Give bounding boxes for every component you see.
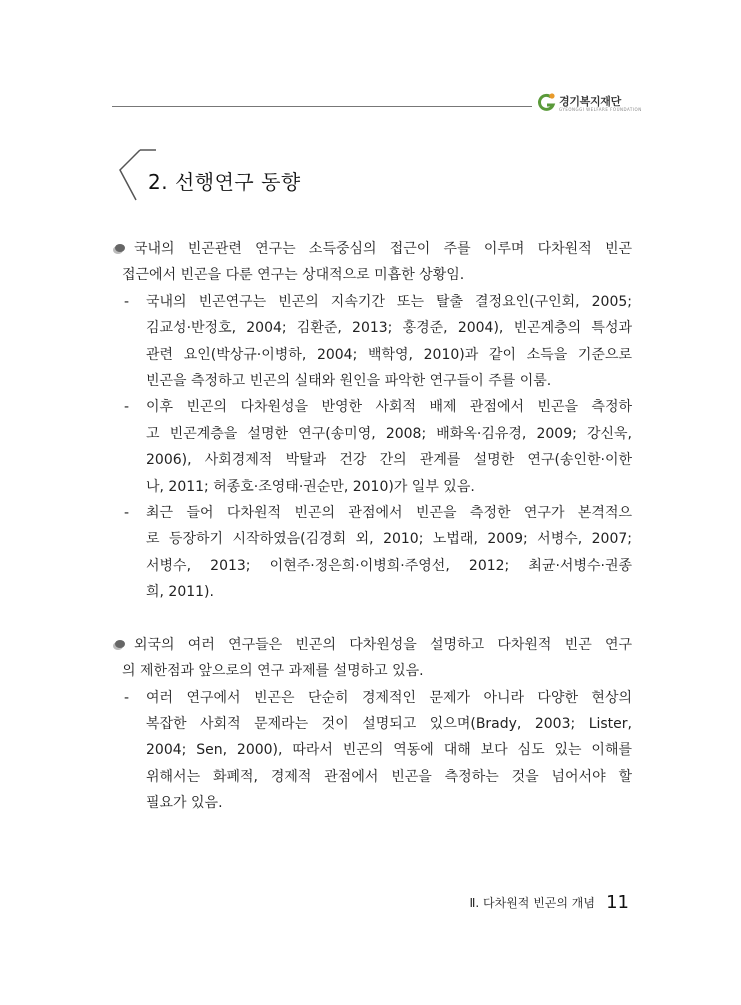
bullet-block (112, 632, 632, 817)
sub-item: - 국내의 빈곤연구는 빈곤의 지속기간 또는 탈출 결정요인(구인회, 2005; (112, 289, 632, 315)
bullet-continuation: 접근에서 빈곤을 다룬 연구는 상대적으로 미흡한 상황임. (122, 267, 465, 284)
chapter-label: Ⅱ. 다차원적 빈곤의 개념 (469, 896, 595, 910)
sub-item-continuation: 빈곤을 측정하고 빈곤의 실태와 원인을 파악한 연구들이 주를 이룸. (146, 373, 552, 390)
bullet-continuation: 의 제한점과 앞으로의 연구 과제를 설명하고 있음. (122, 663, 424, 680)
sub-item-continuation: 김교성·반정호, 2004; 김환준, 2013; 홍경준, 2004), 빈곤계층의 특성과 (146, 320, 632, 337)
bullet-text: 국내의 빈곤관련 연구는 소득중심의 접근이 주를 이루며 다차원적 빈곤 (134, 241, 632, 257)
sub-item-text: 이후 빈곤의 다차원성을 반영한 사회적 배제 관점에서 빈곤을 측정하 (146, 399, 632, 416)
bullet-icon (112, 243, 126, 255)
bullet-text: 외국의 여러 연구들은 빈곤의 다차원성을 설명하고 다차원적 빈곤 연구 (134, 636, 632, 653)
page-number: 11 (606, 892, 629, 913)
bullet-line (112, 632, 632, 658)
sub-item-continuation: 2004; Sen, 2000), 따라서 빈곤의 역동에 대해 보다 심도 있는 이해를 (146, 742, 632, 759)
section-title: 2. 선행연구 동향 (148, 170, 301, 194)
sub-item-continuation: 로 등장하기 시작하였음(김경회 외, 2010; 노법래, 2009; 서병수, 2007; (146, 531, 632, 548)
foundation-logo (537, 92, 642, 118)
bullet-block (112, 236, 632, 606)
sub-item-continuation: 관련 요인(박상규·이병하, 2004; 백학영, 2010)과 같이 소득을 기준으로 (146, 346, 632, 363)
sub-item-text: 국내의 빈곤연구는 빈곤의 지속기간 또는 탈출 결정요인(구인회, 2005; (146, 293, 632, 310)
section-heading (112, 146, 412, 206)
sub-item-text: 여러 연구에서 빈곤은 단순히 경제적인 문제가 아니라 다양한 현상의 (146, 689, 632, 706)
sub-item: - 최근 들어 다차원적 빈곤의 관점에서 빈곤을 측정한 연구가 본격적으 (112, 500, 632, 526)
bullet-icon (112, 639, 126, 651)
sub-item-continuation: 필요가 있음. (146, 795, 223, 812)
bullet-line (112, 236, 632, 262)
page-footer (470, 892, 630, 913)
sub-item-text: 최근 들어 다차원적 빈곤의 관점에서 빈곤을 측정한 연구가 본격적으 (146, 505, 632, 522)
sub-item-continuation: 서병수, 2013; 이현주·정은희·이병희·주영선, 2012; 최균·서병수·권종 (146, 557, 632, 574)
header-rule (112, 106, 532, 107)
logo-subtext: GYEONGGI WELFARE FOUNDATION (559, 107, 642, 112)
sub-item-continuation: 고 빈곤계층을 설명한 연구(송미영, 2008; 배화옥·김유경, 2009; 강신욱, (146, 425, 632, 442)
sub-item-continuation: 위해서는 화폐적, 경제적 관점에서 빈곤을 측정하는 것을 넘어서야 할 (146, 768, 632, 785)
sub-item: - 여러 연구에서 빈곤은 단순히 경제적인 문제가 아니라 다양한 현상의 (112, 685, 632, 711)
sub-item: - 이후 빈곤의 다차원성을 반영한 사회적 배제 관점에서 빈곤을 측정하 (112, 394, 632, 420)
sub-item-continuation: 나, 2011; 허종호·조영태·권순만, 2010)가 일부 있음. (146, 478, 475, 495)
logo-text: 경기복지재단 (559, 95, 621, 108)
body-content (112, 236, 632, 817)
sub-item-continuation: 희, 2011). (146, 584, 214, 601)
sub-item-continuation: 복잡한 사회적 문제라는 것이 설명되고 있으며(Brady, 2003; Lister, (146, 715, 632, 732)
logo-mark-icon (537, 92, 557, 114)
sub-item-continuation: 2006), 사회경제적 박탈과 건강 간의 관계를 설명한 연구(송인한·이한 (146, 452, 632, 469)
